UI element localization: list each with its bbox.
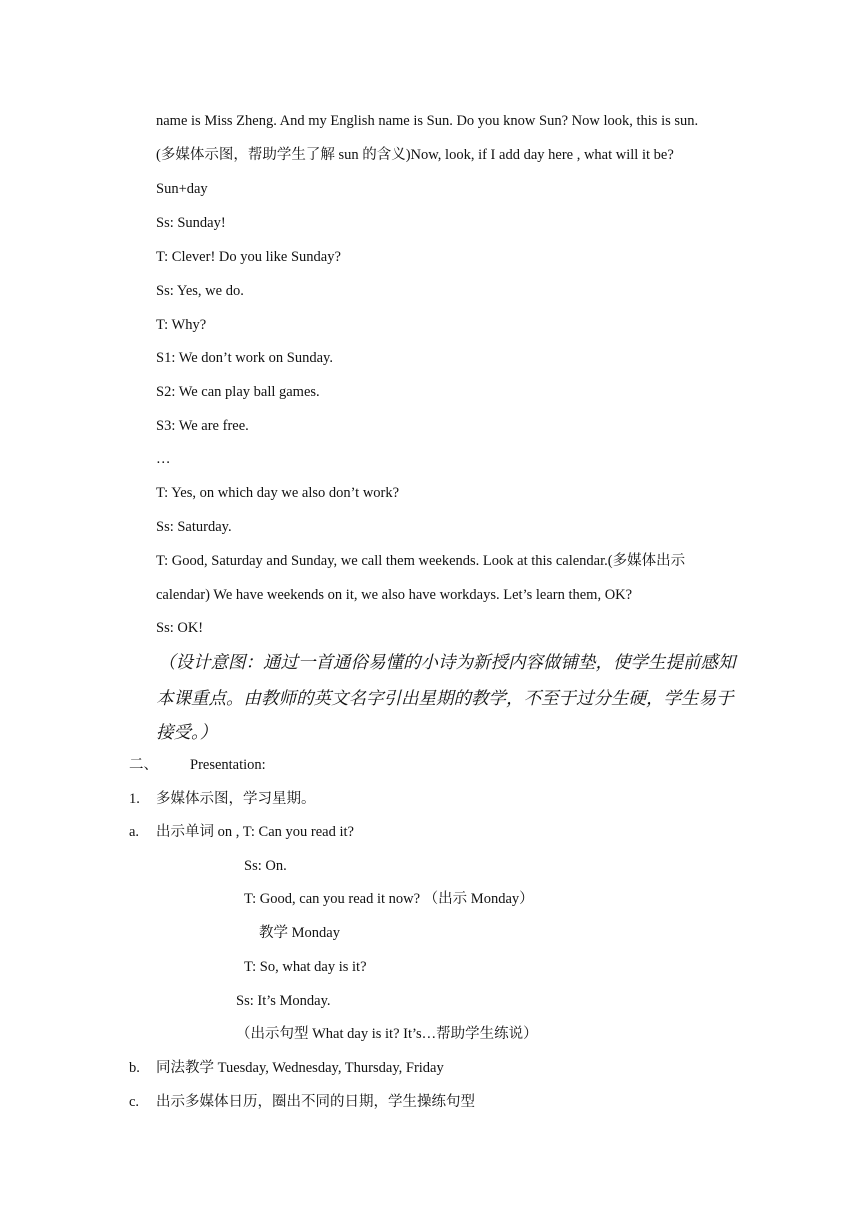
design-intent-line: （设计意图：通过一首通俗易懂的小诗为新授内容做铺垫，使学生提前感知 bbox=[158, 653, 736, 673]
item-text: 出示单词 on , T: Can you read it? bbox=[156, 824, 354, 840]
sub-dialogue-line: （出示句型 What day is it? It’s…帮助学生练说） bbox=[236, 1026, 538, 1042]
design-intent-line: 接受。） bbox=[156, 723, 218, 743]
dialogue-line: calendar) We have weekends on it, we also have workdays. Let’s learn them, OK? bbox=[156, 587, 633, 603]
sub-dialogue-line: Ss: It’s Monday. bbox=[236, 993, 331, 1009]
dialogue-line: T: Clever! Do you like Sunday? bbox=[156, 249, 341, 265]
dialogue-line: Ss: Saturday. bbox=[156, 519, 232, 535]
step-number: 1. bbox=[129, 791, 140, 807]
dialogue-line: name is Miss Zheng. And my English name is Sun. Do you know Sun? Now look, this is sun. bbox=[156, 113, 699, 129]
section-number: 二、 bbox=[129, 757, 158, 773]
dialogue-line: (多媒体示图，帮助学生了解 sun 的含义)Now, look, if I add day here , what will it be? bbox=[156, 147, 674, 163]
dialogue-line: Ss: Sunday! bbox=[156, 215, 226, 231]
section-title: Presentation: bbox=[190, 757, 266, 773]
sub-dialogue-line: T: So, what day is it? bbox=[244, 959, 367, 975]
dialogue-line: T: Good, Saturday and Sunday, we call them weekends. Look at this calendar.(多媒体出示 bbox=[156, 553, 686, 569]
dialogue-line: T: Why? bbox=[156, 317, 207, 333]
item-text: 同法教学 Tuesday, Wednesday, Thursday, Friday bbox=[156, 1060, 444, 1076]
dialogue-line: Sun+day bbox=[156, 181, 208, 197]
dialogue-line: … bbox=[156, 451, 171, 467]
dialogue-line: Ss: OK! bbox=[156, 620, 204, 636]
step-text: 多媒体示图，学习星期。 bbox=[156, 791, 316, 807]
sub-dialogue-line: Ss: On. bbox=[244, 858, 287, 874]
item-marker: c. bbox=[129, 1094, 140, 1110]
item-marker: b. bbox=[129, 1060, 140, 1076]
sub-dialogue-line: 教学 Monday bbox=[259, 925, 340, 941]
item-marker: a. bbox=[129, 824, 140, 840]
item-text: 出示多媒体日历，圈出不同的日期，学生操练句型 bbox=[156, 1094, 475, 1110]
dialogue-line: S3: We are free. bbox=[156, 418, 249, 434]
dialogue-line: T: Yes, on which day we also don’t work? bbox=[156, 485, 400, 501]
dialogue-line: S2: We can play ball games. bbox=[156, 384, 320, 400]
dialogue-line: S1: We don’t work on Sunday. bbox=[156, 350, 333, 366]
sub-dialogue-line: T: Good, can you read it now? （出示 Monday） bbox=[244, 891, 534, 907]
dialogue-line: Ss: Yes, we do. bbox=[156, 283, 244, 299]
design-intent-line: 本课重点。由教师的英文名字引出星期的教学，不至于过分生硬，学生易于 bbox=[156, 689, 734, 709]
